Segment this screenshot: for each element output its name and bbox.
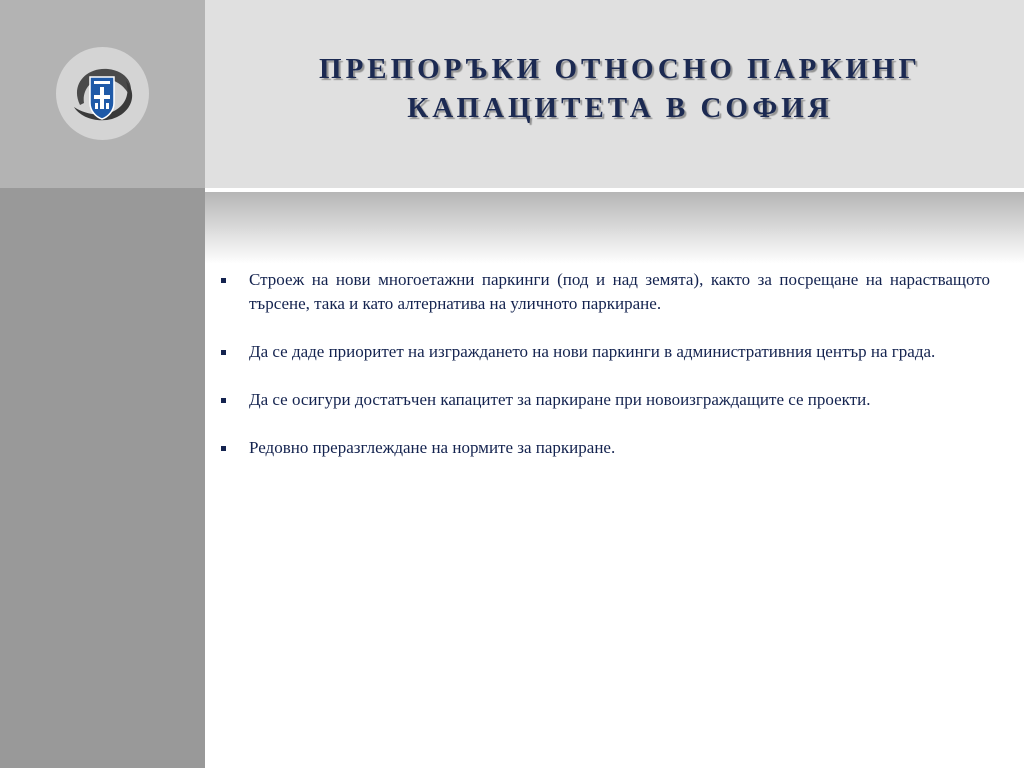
bullet-text: Редовно преразглеждане на нормите за паркиране. xyxy=(249,438,616,457)
slide-title-line: КАПАЦИТЕТА В СОФИЯ xyxy=(407,92,833,124)
logo xyxy=(56,47,149,140)
bullet-list xyxy=(220,268,990,484)
bullet-item xyxy=(220,340,990,364)
slide-title-line: ПРЕПОРЪКИ ОТНОСНО ПАРКИНГ xyxy=(319,53,921,85)
bullet-text: Да се даде приоритет на изграждането на нови паркинги в административния център на града. xyxy=(249,342,936,361)
bullet-text: Да се осигури достатъчен капацитет за паркиране при новоизграждащите се проекти. xyxy=(249,390,871,409)
bullet-item xyxy=(220,436,990,460)
slide-title xyxy=(230,50,1010,128)
square-bullet-icon xyxy=(221,398,226,403)
bullet-item xyxy=(220,388,990,412)
square-bullet-icon xyxy=(221,278,226,283)
square-bullet-icon xyxy=(221,446,226,451)
city-emblem-icon xyxy=(56,47,149,140)
bullet-text: Строеж на нови многоетажни паркинги (под и над земята), както за посрещане на нарастващото търсене, така и като алтернатива на уличното паркиране. xyxy=(249,270,990,313)
bullet-item xyxy=(220,268,990,316)
gradient-band xyxy=(205,192,1024,264)
square-bullet-icon xyxy=(221,350,226,355)
left-panel-bottom xyxy=(0,188,205,768)
